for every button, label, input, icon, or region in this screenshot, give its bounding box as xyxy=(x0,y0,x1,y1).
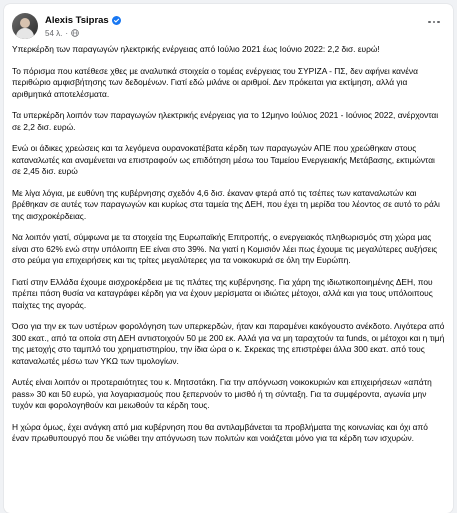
post-timestamp[interactable]: 54 λ. xyxy=(45,28,63,38)
meta-separator-icon: · xyxy=(65,28,69,38)
post-header xyxy=(12,13,445,43)
post-paragraph: Όσο για την εκ των υστέρων φορολόγηση των υπερκερδών, ήταν και παραμένει κακόγουστο ανέκδοτο. Λιγότερα από 300 εκατ., από τα οποία στη ΔΕΗ αντιστοιχούν 50 με 200 εκ. Αλλά για να μη ταραχτούν τα funds, οι μέτοχοι και η τιμή της μετοχής στο ταμπλό του χρηματιστηρίου, την ίδια ώρα ο κ. Σκρεκας της επιστρέφει άλλα 300 εκατ. από τους καταναλωτές μέσω των ΥΚΩ των τιμολογίων. xyxy=(12,321,445,366)
post-paragraph: Αυτές είναι λοιπόν οι προτεραιότητες του κ. Μητσοτάκη. Για την απόγνωση νοικοκυριών και επιχειρήσεων «απάτη pass» 30 και 50 ευρώ, για λογαριασμούς που ξεπερνούν το μισθό ή τη σύνταξη. Για τα συμφέροντα, αγωνία μην τυχόν και φορολογηθούν και μειωθούν τα κέρδη τους. xyxy=(12,377,432,410)
avatar[interactable] xyxy=(12,13,38,39)
post-paragraph: Με λίγα λόγια, με ευθύνη της κυβέρνησης σχεδόν 4,6 δισ. έκαναν φτερά από τις τσέπες των καταναλωτών και βρέθηκαν σε αυτές των παραγωγών και κυρίως στα ταμεία της ΔΕΗ, που έχει τη μερίδα του λέοντος σε αυτό το ράλι της αισχροκέρδειας. xyxy=(12,187,440,221)
post-paragraph: Να λοιπόν γιατί, σύμφωνα με τα στοιχεία της Ευρωπαϊκής Επιτροπής, ο ενεργειακός πληθωρισμός στη χώρα μας είναι στο 62% ενώ στην υπόλοιπη ΕΕ είναι στο 39%. Να γιατί η Κομισιόν λέει πως έχουμε τις μεγαλύτερες αυξήσεις στο ρεύμα για επιχειρήσεις και τις τρίτες μεγαλύτερες για τα νοικοκυριά σε όλη την Ευρώπη. xyxy=(12,232,438,265)
post-paragraph: Τα υπερκέρδη λοιπόν των παραγωγών ηλεκτρικής ενέργειας για το 12μηνο Ιούλιος 2021 - Ιούνιος 2022, ανέρχονται σε 2,2 δισ. ευρώ. xyxy=(12,110,439,132)
post-paragraph: Το πόρισμα που κατέθεσε χθες με αναλυτικά στοιχεία ο τομέας ενέργειας του ΣΥΡΙΖΑ - ΠΣ, δεν αφήνει κανένα περιθώριο αμφισβήτησης των δεδομένων. Γιατί εδώ μιλάνε οι αριθμοί. Δεν πρόκειται για εκτίμηση, αλλά για αριθμητικά αποτελέσματα. xyxy=(12,65,418,99)
post-paragraph: Η χώρα όμως, έχει ανάγκη από μια κυβέρνηση που θα αντιλαμβάνεται τα προβλήματα της κοινωνίας και όχι από έναν πρωθυπουργό που δε νιώθει την απόγνωση των πολιτών και νοιάζεται μόνο για τα κέρδη των ισχυρών. xyxy=(12,421,428,443)
verified-badge-icon xyxy=(112,16,121,25)
post-text xyxy=(12,44,445,455)
post-card xyxy=(4,4,453,513)
globe-icon xyxy=(71,29,79,37)
author-row xyxy=(45,13,121,27)
more-options-icon[interactable] xyxy=(423,15,445,29)
author-name[interactable]: Alexis Tsipras xyxy=(45,14,109,26)
post-paragraph: Γιατί στην Ελλάδα έχουμε αισχροκέρδεια με τις πλάτες της κυβέρνησης. Για χάρη της ιδιωτικοποιημένης ΔΕΗ, που πρέπει πάση θυσία να καταγράφει κέρδη για να έχουν μερίσματα οι ιδιώτες μέτοχοι, αλλά και για τους υπόλοιπους παίχτες της αγοράς. xyxy=(12,276,433,310)
post-paragraph: Υπερκέρδη των παραγωγών ηλεκτρικής ενέργειας από Ιούλιο 2021 έως Ιούνιο 2022: 2,2 δισ. ευρώ! xyxy=(12,44,380,54)
post-paragraph: Ενώ οι άδικες χρεώσεις και τα λεγόμενα ουρανοκατέβατα κέρδη των παραγωγών ΑΠΕ που χρεώθηκαν στους καταναλωτές και αναμένεται να επιστραφούν ως επιδότηση μέσω του Ταμείου Ενεργειακής Μετάβασης, εκτιμώνται σε 2,45 δισ. ευρώ xyxy=(12,143,435,176)
post-meta xyxy=(45,27,79,39)
